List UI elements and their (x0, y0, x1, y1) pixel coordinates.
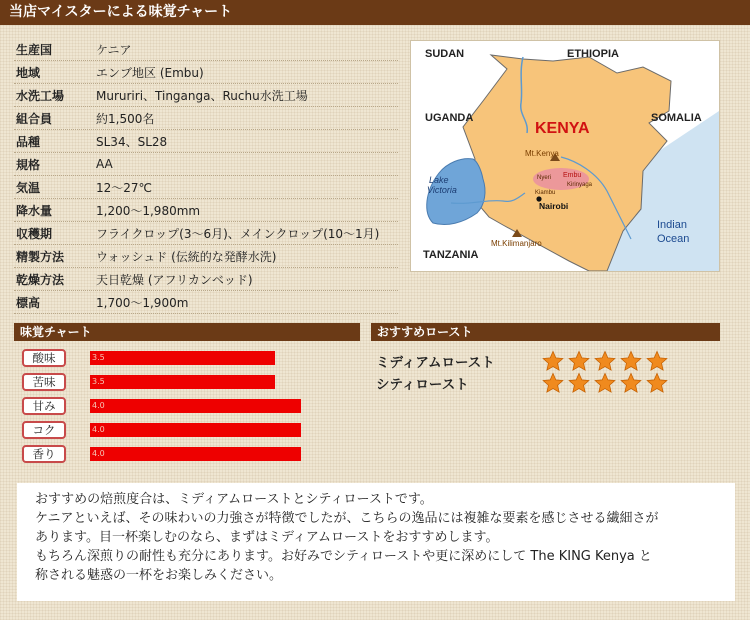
star-icon (594, 372, 616, 394)
star-icon (568, 372, 590, 394)
spec-value: 1,700～1,900m (96, 295, 189, 310)
taste-chart-header: 味覚チャート (14, 323, 360, 341)
spec-label: 標高 (16, 295, 41, 310)
spec-row (14, 153, 398, 176)
star-icon (620, 350, 642, 372)
description-line: ケニアといえば、その味わいの力強さが特徴でしたが、こちらの逸品には複雑な要素を感じさせる繊細さが (35, 511, 659, 526)
label-uganda: UGANDA (425, 112, 474, 124)
spec-label: 品種 (16, 134, 41, 149)
taste-label: 酸味 (22, 349, 66, 367)
label-ocean: Ocean (657, 233, 690, 245)
label-mt-kilimanjaro: Mt.Kilimanjaro (491, 239, 542, 248)
taste-label: コク (22, 421, 66, 439)
label-ethiopia: ETHIOPIA (567, 48, 619, 60)
taste-chart (22, 346, 105, 466)
spec-row (14, 222, 398, 245)
taste-bar: 4.0 (90, 423, 301, 437)
label-tanzania: TANZANIA (423, 249, 479, 261)
description-line: おすすめの焙煎度合は、ミディアムローストとシティローストです。 (35, 492, 433, 507)
roast-row (376, 350, 696, 372)
taste-row (22, 442, 105, 466)
star-icon (646, 350, 668, 372)
spec-row (14, 84, 398, 107)
star-icon (542, 350, 564, 372)
page-title: 当店マイスターによる味覚チャート (0, 0, 750, 25)
spec-label: 気温 (16, 180, 41, 195)
star-icon (542, 372, 564, 394)
taste-row (22, 370, 105, 394)
roast-list (376, 350, 696, 394)
star-icon (568, 350, 590, 372)
spec-label: 水洗工場 (16, 88, 65, 103)
spec-value: Mururiri、Tinganga、Ruchu水洗工場 (96, 88, 308, 103)
spec-label: 規格 (16, 157, 41, 172)
taste-bar: 3.5 (90, 351, 275, 365)
spec-row (14, 61, 398, 84)
spec-label: 精製方法 (16, 249, 65, 264)
description-box (17, 483, 735, 601)
star-icon (594, 350, 616, 372)
spec-value: 天日乾燥 (アフリカンベッド) (96, 272, 253, 287)
spec-table (14, 38, 398, 314)
label-indian: Indian (657, 219, 687, 231)
taste-bar: 4.0 (90, 447, 301, 461)
label-embu: Embu (563, 172, 582, 179)
spec-label: 組合員 (16, 111, 53, 126)
taste-row (22, 346, 105, 370)
description-line: あります。目一杯楽しむのなら、まずはミディアムローストをおすすめします。 (35, 530, 499, 545)
spec-row (14, 107, 398, 130)
description-line: 称される魅惑の一杯をお楽しみください。 (35, 568, 283, 583)
taste-label: 苦味 (22, 373, 66, 391)
roast-name: ミディアムロースト (376, 355, 495, 371)
spec-row (14, 268, 398, 291)
spec-label: 降水量 (16, 203, 53, 218)
spec-row (14, 130, 398, 153)
taste-row (22, 394, 105, 418)
spec-value: 約1,500名 (96, 111, 155, 126)
label-nairobi: Nairobi (539, 201, 569, 211)
spec-row (14, 176, 398, 199)
spec-row (14, 291, 398, 314)
taste-label: 甘み (22, 397, 66, 415)
star-icon (646, 372, 668, 394)
spec-value: SL34、SL28 (96, 134, 168, 149)
taste-bar: 3.5 (90, 375, 275, 389)
recommended-roast-header: おすすめロースト (371, 323, 720, 341)
star-icon (620, 372, 642, 394)
kenya-map (410, 40, 720, 272)
spec-value: ウォッシュド (伝統的な発酵水洗) (96, 249, 277, 264)
spec-label: 収穫期 (16, 226, 53, 241)
spec-value: 12～27℃ (96, 180, 153, 195)
label-sudan: SUDAN (425, 48, 465, 60)
spec-label: 乾燥方法 (16, 272, 65, 287)
spec-value: エンブ地区 (Embu) (96, 65, 204, 80)
label-somalia: SOMALIA (651, 112, 702, 124)
star-rating (542, 372, 668, 394)
taste-label: 香り (22, 445, 66, 463)
star-rating (542, 350, 668, 372)
taste-bar: 4.0 (90, 399, 301, 413)
label-nyeri: Nyeri (537, 175, 552, 181)
spec-row (14, 38, 398, 61)
roast-name: シティロースト (376, 377, 469, 393)
spec-label: 生産国 (16, 42, 53, 57)
spec-row (14, 245, 398, 268)
taste-row (22, 418, 105, 442)
label-kiambu: Kiambu (535, 190, 556, 196)
label-victoria: Victoria (427, 185, 457, 195)
spec-row (14, 199, 398, 222)
spec-label: 地域 (16, 65, 41, 80)
spec-value: AA (96, 157, 113, 171)
label-kirinyaga: Kirinyaga (567, 182, 593, 188)
label-mt-kenya: Mt.Kenya (525, 149, 559, 158)
description-line: もちろん深煎りの耐性も充分にあります。お好みでシティローストや更に深めにして The KING Kenya と (35, 549, 652, 564)
spec-value: 1,200～1,980mm (96, 203, 201, 218)
spec-value: フライクロップ(3～6月)、メインクロップ(10～1月) (96, 226, 380, 241)
label-lake: Lake (429, 175, 449, 185)
roast-row (376, 372, 696, 394)
spec-value: ケニア (96, 42, 132, 57)
label-kenya: KENYA (535, 120, 590, 137)
